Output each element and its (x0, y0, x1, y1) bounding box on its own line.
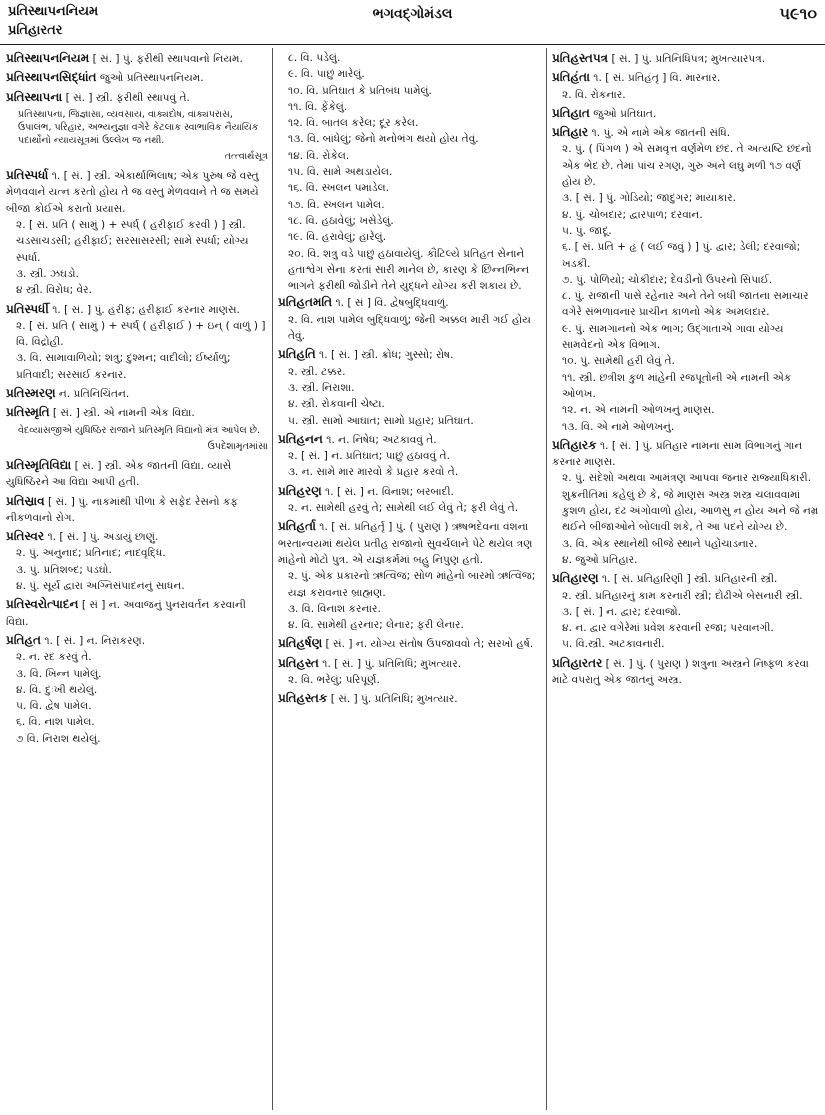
sub-definition: ૩. પું. પ્રતિશબ્દ; પડઘો. (16, 563, 112, 576)
definition: [ સં. ] સ્ત્રી. એ નામની એક વિદ્યા. (52, 407, 195, 420)
dictionary-entry (6, 596, 268, 630)
definition: [ સં. ] સ્ત્રી. એક જાતની વિદ્યા. વ્યાસે યુધિષ્ઠિરને આ વિદ્યા આપી હતી. (6, 459, 232, 489)
definition: [ સં. ] સ્ત્રી. ફરીથી સ્થાપવું તે. (65, 91, 190, 104)
dictionary-entry (552, 105, 820, 122)
sub-definition: ૧૩. વિ. એ નામે ઓળખનું. (562, 420, 675, 433)
headword: પ્રતિહસ્તપત્ર (552, 51, 609, 65)
sub-definition: ૩. વિ. વિનાશ કરનાર. (288, 602, 381, 615)
dictionary-entry (552, 124, 820, 435)
definition: ૧. [ સં. ] પું. પ્રતિહાર નામના સામ વિભાગનું ગાન કરનાર માણસ. (552, 439, 803, 469)
entry-first-line (552, 655, 820, 689)
entry-first-line (6, 89, 268, 106)
headword: પ્રતિહારણ (552, 571, 599, 586)
sub-definition: ૩. [ સં. ] ન. દ્વાર; દરવાજો. (562, 605, 681, 618)
sub-definition: ૧૪. વિ. રોકેલ. (288, 149, 350, 162)
sub-definition: ૨. [ સં. પ્રતિ ( સામું ) + સ્પર્ધ્ ( હરીફાઈ ) + ઇન્ ( વાળું ) ] વિ. વિદ્રોહી. (16, 319, 266, 349)
citation-source: ઉપદેશામૃતમાંસા (207, 440, 268, 452)
definition: ૧. [ સં. ] પું. અડાયું છાણું. (47, 531, 159, 544)
definition: ૧. [ સં. ] પું. પ્રતિનિધિ; મુખત્યાર. (322, 657, 462, 670)
dictionary-column-1 (6, 50, 268, 1110)
entry-first-line (552, 105, 820, 122)
entry-first-line (278, 431, 542, 448)
sub-definition: ૨૦. વિ. શત્રુ વડે પાછું હઠાવાયેલું. કૌટિલ્યે પ્રતિહત સેનાને હતાશ્વેગ સેના કરતાં સારી માનેલ છે, કારણ કે છિન્નભિન્ન ભાગને ફરીથી જોડીને તેને યુદ્ધને યોગ્ય કરી શકાય છે. (288, 247, 530, 293)
entry-first-line (6, 301, 268, 318)
entry-first-line (278, 346, 542, 363)
sub-definition: ૨. વિ. નાશ પામેલ બુદ્ધિવાળું; જેની અક્કલ મારી ગઈ હોય તેવું. (288, 313, 531, 343)
dictionary-entry (552, 437, 820, 568)
sub-definition: ૧૯. વિ. હરાવેલું; હારેલું. (288, 231, 387, 244)
sub-definition: ૪. ન. દ્વાર વગેરેમાં પ્રવેશ કરવાની રજા; પરવાનગી. (562, 622, 774, 635)
definition: ૧. [ સં. ] ન. વિનાશ; બરબાદી. (325, 485, 454, 498)
definition: ૧. [ સં. ] પું. હરીફ; હરીફાઈ કરનાર માણસ. (52, 303, 240, 316)
dictionary-entry (278, 483, 542, 517)
sub-definition: ૨. વિ. ભરેલું; પરિપૂર્ણ. (288, 673, 380, 686)
column-2-entries (278, 294, 542, 707)
headword: પ્રતિસ્થાપનનિયમ (6, 51, 90, 65)
sub-definition: ૩. વિ. સામાવાળિયો; શત્રુ; દુશ્મન; વાદીલો; ઈર્ષ્યાળુ; પ્રતિવાદી; સરસાઈ કરનાર. (16, 352, 231, 381)
dictionary-entry (6, 632, 268, 747)
entry-first-line (6, 385, 268, 402)
headword: પ્રતિહંતા (552, 70, 590, 85)
definition: જુઓ પ્રતિસ્થાપનનિયમ. (99, 72, 204, 85)
definition: ૧. ન. નિષેધ; અટકાવવું તે. (326, 433, 437, 446)
sub-definition: ૬. વિ. નાશ પામેલ. (16, 716, 95, 729)
sub-definition: ૧૨. ન. એ નામની ઓળખનું માણસ. (562, 404, 715, 417)
headword: પ્રતિહારક (552, 437, 597, 452)
dictionary-entry (278, 518, 542, 633)
last-guide-word: પ્રતિહારતર (8, 23, 63, 38)
sub-definition: ૧૬. વિ. સ્ખલન પમાડેલ. (288, 182, 389, 195)
sub-definition: ૪ સ્ત્રી. વિરોધ; વેર. (16, 284, 92, 297)
sub-definition: ૧૦. વિ. પ્રતિઘાત કે પ્રતિબંધ પામેલું. (288, 84, 432, 97)
sub-definition: ૪. સ્ત્રી. રોકવાની ચેષ્ટા. (288, 398, 385, 411)
dictionary-entry (6, 404, 268, 455)
sub-definition: ૩. સ્ત્રી. ઝઘડો. (16, 267, 79, 280)
dictionary-entry (6, 301, 268, 383)
entry-first-line (278, 483, 542, 500)
headword: પ્રતિહાત (552, 105, 590, 120)
headword: પ્રતિસ્પર્ધા (6, 168, 49, 183)
headword: પ્રતિહરણ (278, 483, 322, 498)
dictionary-entry (6, 69, 268, 86)
sub-definition: ૧૧. વિ. ફેંકેલું. (288, 100, 348, 113)
headword: પ્રતિસ્પર્ધી (6, 301, 49, 316)
sub-definition: ૨. સ્ત્રી. પ્રતિહારનું કામ કરનારી સ્ત્રી; દોઢીએ બેસનારી સ્ત્રી. (562, 589, 803, 602)
sub-definition: ૬. [ સં. પ્રતિ + હૃ ( લઈ જવું ) ] પું. દ્વાર; ડેલી; દરવાજો; ખડકી. (562, 241, 801, 270)
entry-first-line (552, 50, 820, 67)
dictionary-entry (278, 431, 542, 481)
sub-definition: ૧૭. વિ. સ્ખલન પામેલ. (288, 198, 385, 211)
definition: [ સં. ] પું. ( પુરાણ ) શત્રુના અસ્ત્રને નિષ્ફળ કરવા માટે વપરાતું એક જાતનું અસ્ત્ર. (552, 657, 809, 686)
headword: પ્રતિહતિ (278, 347, 316, 362)
entry-first-line (6, 50, 268, 67)
headword: પ્રતિસ્વરોત્પાદન (6, 597, 79, 612)
dictionary-entry (6, 457, 268, 491)
dictionary-entry (6, 167, 268, 298)
sub-definition: ૪. જુઓ પ્રતિહાર. (562, 553, 638, 566)
sub-definition: ૨. ન. રદ કરવું તે. (16, 651, 92, 664)
sub-definition: ૭. પું. પોળિયો; ચોકીદાર; દેવડીનો ઉપરનો સિપાઈ. (562, 273, 773, 286)
sub-definition: ૫. પું. જાદૂ. (562, 224, 612, 237)
sub-definition: ૨. પું. અનુનાદ; પ્રતિનાદ; નાદવૃદ્ધિ. (16, 547, 166, 560)
sub-definition: ૯. પું. સામગાનનો એક ભાગ; ઉદ્ગાતાએ ગાવા યોગ્ય સામવેદનો એક વિભાગ. (562, 322, 784, 352)
definition: ૧. પું. એ નામે એક જાતની સંધિ. (591, 127, 731, 140)
citation-quote: પ્રતિસ્થાપના, જિજ્ઞાસા, વ્યવસાય, વાક્યદોષ, વાક્યપરાસ, ઉપાલંભ, પરિહાર, અભ્યનુજ્ઞા વગેરે કેટલાક સ્વાભાવિક નૈયાયિક પદાર્થોનો ન્યાયસૂત્રમાં ઉલ્લેખ જ નથી. (18, 108, 259, 146)
sub-definition: ૩. વિ. ખિન્ન પામેલું. (16, 667, 102, 680)
headword: પ્રતિસ્થાપના (6, 89, 63, 104)
sub-definition: ૪. પું. સૂર્ય દ્વારા અગ્નિસંપાદનનું સાધન. (16, 580, 185, 593)
book-title: ભગવદ્ગોમંડલ (372, 6, 453, 22)
dictionary-entry (278, 690, 542, 707)
dictionary-entry (552, 655, 820, 689)
headword: પ્રતિહર્તા (278, 519, 316, 534)
headword: પ્રતિહસ્તક (278, 691, 328, 706)
entry-first-line (278, 655, 542, 672)
dictionary-entry (6, 89, 268, 166)
definition: ૧. [ સં. ] સ્ત્રી. ક્રોધ; ગુસ્સો; રોષ. (319, 349, 454, 362)
headword: પ્રતિસ્થાપનસિદ્ધાંત (6, 70, 97, 85)
sub-definition: ૩. ન. સામે માર મારવો કે પ્રહાર કરવો તે. (288, 466, 459, 479)
dictionary-entry (552, 570, 820, 652)
page-header (0, 0, 825, 45)
sub-definition: ૮. પું. રાજાની પાસે રહેનાર અને તેને બધી જાતના સમાચાર વગેરે સંભળાવનાર પ્રાચીન કાળનો એક અમલદાર. (562, 290, 809, 319)
sub-definition: ૯. વિ. પાછું મારેલું. (288, 68, 365, 81)
sub-definition: ૨. ન. સામેથી હરવું તે; સામેથી લઈ લેવું તે; ફરી લેવું તે. (288, 502, 519, 515)
entry-first-line (552, 570, 820, 587)
continued-definitions (278, 50, 542, 294)
page-number: ૫૯૧૦ (779, 4, 817, 23)
definition: [ સં. ] પું. ફરીથી સ્થાપવાનો નિયમ. (92, 53, 243, 65)
dictionary-entry (6, 385, 268, 402)
headword: પ્રતિહતમતિ (278, 295, 333, 310)
headword: પ્રતિસ્રાવ (6, 493, 45, 508)
sub-definition: ૧૦. પું. સામેથી હરી લેવું તે. (562, 355, 675, 368)
definition: ૧. [ સં. પ્રતિહર્તૃ ] પું. ( પુરાણ ) ઋષભદેવના વંશના ભરતાન્વયમાં થયેલ પ્રતીહ રાજાનો સુવર્ચલાને પેટે થયેલ ત્રણ માંહેનો મોટો પુત્ર. એ યજ્ઞકર્મમાં બહુ નિપુણ હતો. (278, 521, 533, 566)
definition: [ સં. ] ન. યોગ્ય સંતોષ ઉપજાવવો તે; સરખો હર્ષ. (325, 638, 534, 651)
entry-first-line (6, 457, 268, 491)
sub-definition: ૧૮. વિ. હઠાવેલું; ખસેડેલું. (288, 214, 394, 227)
citation-quote: વેદવ્યાસજીએ યુધિષ્ઠિર રાજાને પ્રતિસ્મૃતિ વિદ્યાનો મંત્ર આપેલ છે. (18, 424, 261, 436)
entry-first-line (552, 69, 820, 86)
dictionary-entry (552, 50, 820, 67)
definition: ૧. [ સં ] વિ. દ્વેષબુદ્ધિવાળું. (335, 297, 449, 310)
sub-definition: ૨. [ સં. ] ન. પ્રતિઘાત; પાછું હઠાવવું તે. (288, 450, 450, 463)
headword: પ્રતિહર્ષણ (278, 636, 323, 651)
headword: પ્રતિહાર (552, 125, 589, 140)
headword: પ્રતિહનન (278, 431, 323, 446)
definition: ૧. [ સં. ] ન. નિરાકરણ. (44, 634, 146, 647)
definition: જુઓ પ્રતિઘાત. (593, 107, 657, 120)
sub-definition: ૭ વિ. નિરાશ થયેલું. (16, 732, 101, 745)
entry-first-line (6, 528, 268, 545)
sub-definition: ૨. પું. ( પિંગળ ) એ સમવૃત્ત વર્ણમેળ છંદ. તે અત્યષ્ટિ છંદનો એક ભેદ છે. તેમાં પાંચ રગણ, ગુરુ અને લઘુ મળી ૧૭ વર્ણ હોય છે. (562, 143, 812, 189)
definition: [ સં. ] પું. પ્રતિનિધિ; મુખત્યાર. (330, 693, 458, 706)
sub-definition: ૫. સ્ત્રી. સામો આઘાત; સામો પ્રહાર; પ્રતિઘાત. (288, 414, 474, 427)
sub-definition: ૪. વિ. સામેથી હરનાર; લેનાર; ફરી લેનાર. (288, 619, 464, 632)
sub-definition: ૨. [ સં. પ્રતિ ( સામું ) + સ્પર્ધ્ ( હરીફાઈ કરવી ) ] સ્ત્રી. ચડસાચડસી; હરીફાઈ; સરસાસરસી; સામે સ્પર્ધા; યોગ્ય સ્પર્ધા. (16, 219, 249, 264)
dictionary-entry (278, 635, 542, 652)
dictionary-entry (278, 655, 542, 689)
entry-first-line (278, 518, 542, 568)
entry-first-line (6, 404, 268, 421)
sub-definition: ૨. સ્ત્રી. ટક્કર. (288, 365, 346, 378)
headword: પ્રતિસ્મૃતિવિદ્યા (6, 457, 72, 472)
definition: ૧. [ સં. ] સ્ત્રી. એકાર્થાભિલાષ; એક પુરુષ જે વસ્તુ મેળવવાને યત્ન કરતો હોય તે જ વસ્તુ મેળવવાને તે જ સમયે બીજા કોઈએ કરાતો પ્રયાસ. (6, 170, 259, 215)
sub-definition: ૨. પું. એક પ્રકારનો ઋત્વિજ; સોળ માંહેનો બારમો ઋત્વિજ; યજ્ઞ કરાવનાર બ્રાહ્મણ. (288, 570, 536, 599)
headword: પ્રતિહસ્ત (278, 655, 319, 670)
dictionary-entry (552, 69, 820, 103)
sub-definition: ૮. વિ. પડેલું. (288, 52, 341, 64)
sub-definition: ૧૧. સ્ત્રી. છત્રીશ કુળ માંહેની રજપૂતોની એ નામની એક ઓળખ. (562, 371, 792, 400)
entry-first-line (6, 632, 268, 649)
sub-definition: ૨. પું. સંદેશો અથવા આમંત્રણ આપવા જનાર રાજ્યાધિકારી. શુક્રનીતિમાં કહેલું છે કે, જે માણસ અસ્ત્ર શસ્ત્ર ચલાવવામાં કુશળ હોય, દઢ અંગોવાળો હોય, આળસુ ન હોય અને જે નમ્ર થઈને બીજાઓને બોલાવી શકે, તે આ પદને યોગ્ય છે. (562, 472, 819, 534)
definition: ૧. [ સં. પ્રતિહારિણી ] સ્ત્રી. પ્રતિહારની સ્ત્રી. (601, 573, 778, 586)
first-guide-word: પ્રતિસ્થાપનનિયમ (8, 4, 99, 19)
definition: [ સં ] ન. અવાજનું પુનરાવર્તન કરવાની વિદ્યા. (6, 599, 246, 628)
definition: ન. પ્રતિનિચિંતન. (58, 388, 130, 401)
headword: પ્રતિસ્મરણ (6, 386, 56, 401)
sub-definition: ૫. વિ. દ્વેષ પામેલ. (16, 700, 92, 713)
column-divider (546, 48, 547, 1110)
sub-definition: ૧૨. વિ. બાતલ કરેલ; દૂર કરેલ. (288, 117, 419, 130)
sub-definition: ૧૫. વિ. સામે અથડાયેલ. (288, 166, 393, 179)
definition: [ સં. ] પું. પ્રતિનિધિપત્ર; મુખત્યારપત્ર. (611, 53, 766, 65)
headword: પ્રતિસ્વર (6, 529, 45, 544)
sub-definition: ૪. વિ. દુઃખી થયેલું. (16, 683, 98, 696)
headword: પ્રતિહત (6, 632, 41, 647)
column-divider (272, 48, 273, 1110)
entry-first-line (6, 493, 268, 527)
dictionary-entry (278, 294, 542, 344)
dictionary-column-3 (552, 50, 820, 1110)
entry-first-line (278, 635, 542, 652)
dictionary-entry (6, 493, 268, 527)
sub-definition: ૫. વિ.સ્ત્રી. અટકાવનારી. (562, 638, 665, 651)
citation-source: તત્ત્વાર્થસૂત્ર (224, 150, 268, 162)
entry-first-line (6, 69, 268, 86)
headword: પ્રતિસ્મૃતિ (6, 405, 50, 420)
entry-first-line (552, 124, 820, 141)
entry-first-line (278, 294, 542, 311)
entry-first-line (278, 690, 542, 707)
dictionary-entry (278, 346, 542, 428)
sub-definition: ૪. પું. ચોબદાર; દ્વારપાળ; દરવાન. (562, 208, 703, 221)
dictionary-column-2 (278, 50, 542, 1110)
dictionary-entry (6, 528, 268, 594)
sub-definition: ૩. વિ. એક સ્થાનેથી બીજે સ્થાને પહોંચાડનાર. (562, 537, 758, 550)
sub-definition: ૩. [ સં. ] પું. ગોડિયો; જાદુગર; માયાકાર. (562, 192, 736, 205)
sub-definition: ૧૩. વિ. બાંધેલું; જેનો મનોભંગ થયો હોય તેવું. (288, 133, 479, 146)
headword: પ્રતિહારતર (552, 655, 603, 670)
entry-first-line (6, 596, 268, 630)
definition: [ સં. ] પું. નાકમાંથી પીળા કે સફેદ રેસનો કફ નીકળવાનો રોગ. (6, 495, 238, 524)
sub-definition: ૨. વિ. રોકનાર. (562, 88, 626, 101)
entry-first-line (552, 437, 820, 471)
entry-first-line (6, 167, 268, 217)
sub-definition: ૩. સ્ત્રી. નિરાશા. (288, 381, 355, 394)
dictionary-entry (6, 50, 268, 67)
definition: ૧. [ સં. પ્રતિહંતૃ ] વિ. મારનાર. (593, 72, 721, 85)
